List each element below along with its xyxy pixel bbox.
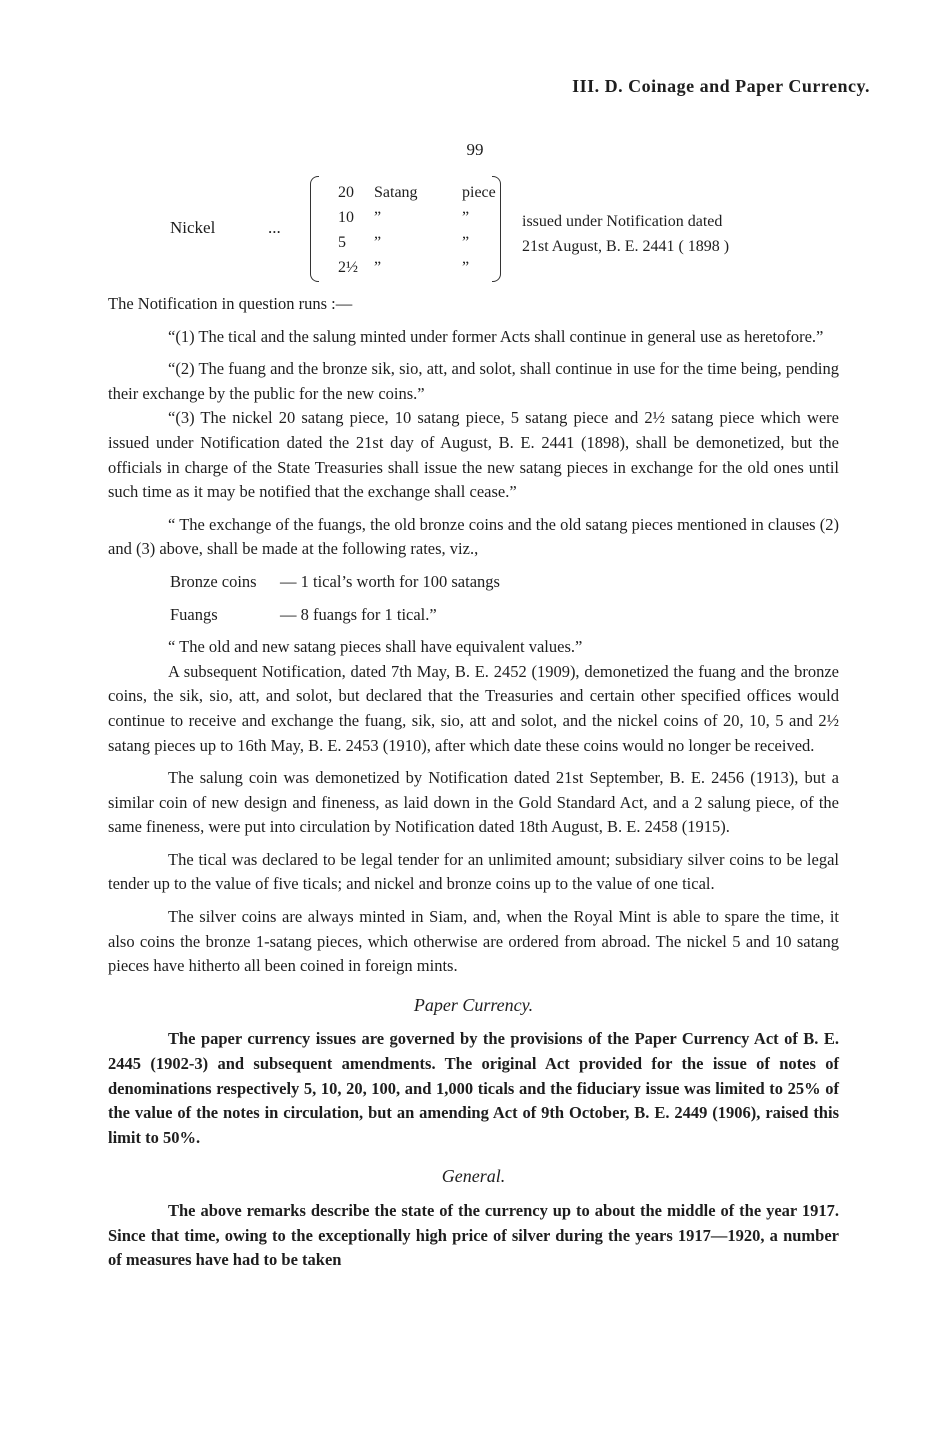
coin-piece: ” bbox=[462, 208, 470, 226]
issued-line: issued under Notification dated bbox=[522, 213, 723, 230]
coin-unit: ” bbox=[374, 258, 382, 276]
running-title: III. D. Coinage and Paper Currency. bbox=[572, 76, 870, 96]
coin-piece: ” bbox=[462, 258, 470, 276]
silver-paragraph: The silver coins are always minted in Siam, and, when the Royal Mint is able to spare the time, it also coins the bronze 1-satang pieces, which otherwise are ordered from abroad. The nickel 5 and 10 satang pieces have hitherto all been coined in foreign mints. bbox=[108, 907, 839, 976]
coin-row bbox=[338, 205, 502, 230]
nickel-label: Nickel bbox=[170, 218, 216, 237]
right-brace bbox=[492, 176, 501, 282]
rate-row bbox=[108, 603, 839, 628]
paper-currency-paragraph: The paper currency issues are governed by the provisions of the Paper Currency Act of B. E. 2445 (1902-3) and subsequent amendments. The original Act provided for the issue of notes of denominations respectively 5, 10, 20, 100, and 1,000 ticals and the fiduciary issue was limited to 25% of the value of the notes in circulation, but an amending Act of 9th October, B. E. 2449 (1906), raised this limit to 50%. bbox=[108, 1029, 839, 1147]
nickel-coin-list bbox=[338, 180, 502, 280]
coin-value: 20 bbox=[338, 183, 354, 201]
paper-currency-heading: Paper Currency. bbox=[413, 994, 534, 1015]
rate-row bbox=[108, 570, 839, 595]
issued-line: 21st August, B. E. 2441 ( 1898 ) bbox=[522, 238, 730, 255]
subsequent-paragraph: A subsequent Notification, dated 7th May, B. E. 2452 (1909), demonetized the fuang and the bronze coins, the sik, sio, att, and solot, but declared that the Treasuries and certain other specified offices would continue to receive and exchange the fuang, sik, sio, att and solot, and the nickel coins of 20, 10, 5 and 2½ satang pieces up to 16th May, B. E. 2453 (1910), after which date these coins would no longer be received. bbox=[108, 661, 839, 755]
left-brace bbox=[310, 176, 319, 282]
page-number: 99 bbox=[466, 140, 484, 159]
clause-2: “(2) The fuang and the bronze sik, sio, att, and solot, shall continue in use for the time being, pending their exchange by the public for the new coins.” bbox=[108, 359, 839, 403]
general-paragraph: The above remarks describe the state of the currency up to about the middle of the year 1917. Since that time, owing to the exceptionally high price of silver during the years 1917—1920, a number of measures have had to be taken bbox=[108, 1201, 839, 1270]
rate-label: Bronze coins bbox=[170, 571, 257, 591]
coin-unit: ” bbox=[374, 233, 382, 251]
general-heading: General. bbox=[441, 1166, 506, 1187]
coin-row bbox=[338, 230, 502, 255]
salung-paragraph: The salung coin was demonetized by Notification dated 21st September, B. E. 2456 (1913), but a similar coin of new design and fineness, as laid down in the Gold Standard Act, and a 2 salung piece, of the same fineness, were put into circulation by Notification dated 18th August, B. E. 2458 (1915). bbox=[108, 768, 839, 837]
rate-text: — 8 fuangs for 1 tical.” bbox=[280, 604, 437, 624]
intro-paragraph: The Notification in question runs :— bbox=[108, 294, 353, 313]
coin-unit: Satang bbox=[374, 183, 418, 201]
coin-piece: ” bbox=[462, 233, 470, 251]
coin-row bbox=[338, 180, 502, 205]
rate-text: — 1 tical’s worth for 100 satangs bbox=[280, 571, 500, 591]
coin-value: 2½ bbox=[338, 258, 358, 276]
coin-piece: piece bbox=[462, 183, 496, 201]
coin-unit: ” bbox=[374, 208, 382, 226]
coin-value: 10 bbox=[338, 208, 354, 226]
issued-note bbox=[522, 209, 729, 259]
clause-3: “(3) The nickel 20 satang piece, 10 satang piece, 5 satang piece and 2½ satang piece which were issued under Notification dated the 21st day of August, B. E. 2441 (1898), shall be demonetized, but the officials in charge of the State Treasuries shall issue the new satang pieces in exchange for the old ones until such time as it may be notified that the exchange shall cease.” bbox=[108, 408, 839, 502]
tical-paragraph: The tical was declared to be legal tender for an unlimited amount; subsidiary silver coins to be legal tender up to the value of five ticals; and nickel and bronze coins up to the value of one tical. bbox=[108, 849, 839, 894]
exchange-paragraph: “ The exchange of the fuangs, the old bronze coins and the old satang pieces mentioned in clauses (2) and (3) above, shall be made at the following rates, viz., bbox=[108, 514, 839, 559]
rate-label: Fuangs bbox=[170, 604, 218, 624]
body-text bbox=[108, 292, 839, 1273]
coin-row bbox=[338, 255, 502, 280]
coin-value: 5 bbox=[338, 233, 346, 251]
nickel-leader-dots: ... bbox=[268, 218, 281, 237]
clause-1: “(1) The tical and the salung minted under former Acts shall continue in general use as heretofore.” bbox=[168, 326, 824, 346]
equivalent-paragraph: “ The old and new satang pieces shall have equivalent values.” bbox=[168, 637, 583, 657]
